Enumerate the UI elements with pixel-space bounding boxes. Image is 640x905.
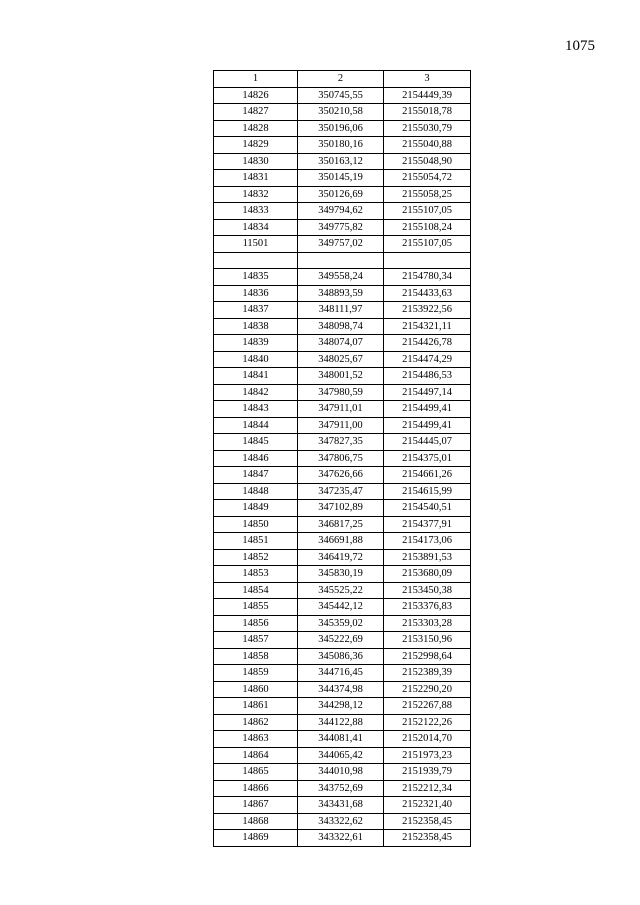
table-row: [214, 549, 471, 566]
y-coordinate-cell: 2152267,88: [384, 698, 471, 715]
point-number-cell: 14855: [214, 599, 298, 616]
point-number-cell: 14838: [214, 318, 298, 335]
x-coordinate-cell: 343322,61: [298, 830, 384, 847]
point-number-cell: 14834: [214, 219, 298, 236]
y-coordinate-cell: 2152358,45: [384, 830, 471, 847]
table-row: [214, 450, 471, 467]
table-row: [214, 632, 471, 649]
point-number-cell: 14849: [214, 500, 298, 517]
table-row: [214, 747, 471, 764]
point-number-cell: 14837: [214, 302, 298, 319]
point-number-cell: 11501: [214, 236, 298, 253]
table-row: [214, 434, 471, 451]
x-coordinate-cell: 348098,74: [298, 318, 384, 335]
column-header-1: 1: [214, 71, 298, 88]
x-coordinate-cell: 350145,19: [298, 170, 384, 187]
page-number: 1075: [565, 38, 595, 54]
point-number-cell: 14850: [214, 516, 298, 533]
point-number-cell: 14827: [214, 104, 298, 121]
x-coordinate-cell: 343431,68: [298, 797, 384, 814]
table-row: [214, 384, 471, 401]
y-coordinate-cell: 2154445,07: [384, 434, 471, 451]
point-number-cell: 14839: [214, 335, 298, 352]
coordinates-table: [213, 70, 471, 847]
point-number-cell: 14833: [214, 203, 298, 220]
table-row: [214, 87, 471, 104]
y-coordinate-cell: 2154426,78: [384, 335, 471, 352]
table-row: [214, 665, 471, 682]
table-row: [214, 252, 471, 269]
y-coordinate-cell: 2152998,64: [384, 648, 471, 665]
table-row: [214, 764, 471, 781]
x-coordinate-cell: 350196,06: [298, 120, 384, 137]
x-coordinate-cell: 348111,97: [298, 302, 384, 319]
y-coordinate-cell: 2155058,25: [384, 186, 471, 203]
table-row: [214, 219, 471, 236]
y-coordinate-cell: 2151973,23: [384, 747, 471, 764]
x-coordinate-cell: 345359,02: [298, 615, 384, 632]
point-number-cell: 14852: [214, 549, 298, 566]
x-coordinate-cell: 344010,98: [298, 764, 384, 781]
table-row: [214, 599, 471, 616]
table-row: [214, 137, 471, 154]
table-row: [214, 813, 471, 830]
table-row: [214, 467, 471, 484]
y-coordinate-cell: 2155107,05: [384, 203, 471, 220]
y-coordinate-cell: 2152290,20: [384, 681, 471, 698]
x-coordinate-cell: 348025,67: [298, 351, 384, 368]
table-row: [214, 203, 471, 220]
point-number-cell: 14868: [214, 813, 298, 830]
column-header-3: 3: [384, 71, 471, 88]
table-row: [214, 318, 471, 335]
x-coordinate-cell: 349794,62: [298, 203, 384, 220]
point-number-cell: 14829: [214, 137, 298, 154]
x-coordinate-cell: 349558,24: [298, 269, 384, 286]
point-number-cell: 14863: [214, 731, 298, 748]
point-number-cell: 14828: [214, 120, 298, 137]
y-coordinate-cell: 2154173,06: [384, 533, 471, 550]
x-coordinate-cell: 344122,88: [298, 714, 384, 731]
x-coordinate-cell: 344065,42: [298, 747, 384, 764]
y-coordinate-cell: 2153303,28: [384, 615, 471, 632]
table-row: [214, 285, 471, 302]
table-row: [214, 368, 471, 385]
x-coordinate-cell: 343752,69: [298, 780, 384, 797]
x-coordinate-cell: 345442,12: [298, 599, 384, 616]
y-coordinate-cell: 2155108,24: [384, 219, 471, 236]
y-coordinate-cell: 2154540,51: [384, 500, 471, 517]
point-number-cell: 14853: [214, 566, 298, 583]
table-row: [214, 681, 471, 698]
table-row: [214, 500, 471, 517]
point-number-cell: 14862: [214, 714, 298, 731]
table-row: [214, 104, 471, 121]
x-coordinate-cell: 346419,72: [298, 549, 384, 566]
x-coordinate-cell: 347626,66: [298, 467, 384, 484]
x-coordinate-cell: 347235,47: [298, 483, 384, 500]
y-coordinate-cell: 2154377,91: [384, 516, 471, 533]
y-coordinate-cell: 2154486,53: [384, 368, 471, 385]
point-number-cell: 14830: [214, 153, 298, 170]
x-coordinate-cell: 347911,00: [298, 417, 384, 434]
x-coordinate-cell: 348001,52: [298, 368, 384, 385]
table-row: [214, 731, 471, 748]
point-number-cell: [214, 252, 298, 269]
y-coordinate-cell: 2153376,83: [384, 599, 471, 616]
point-number-cell: 14867: [214, 797, 298, 814]
x-coordinate-cell: 343322,62: [298, 813, 384, 830]
point-number-cell: 14832: [214, 186, 298, 203]
table-row: [214, 582, 471, 599]
x-coordinate-cell: 347806,75: [298, 450, 384, 467]
y-coordinate-cell: 2152122,26: [384, 714, 471, 731]
point-number-cell: 14842: [214, 384, 298, 401]
x-coordinate-cell: 344298,12: [298, 698, 384, 715]
table-row: [214, 236, 471, 253]
y-coordinate-cell: 2154375,01: [384, 450, 471, 467]
x-coordinate-cell: 350180,16: [298, 137, 384, 154]
table-row: [214, 351, 471, 368]
point-number-cell: 14854: [214, 582, 298, 599]
table-row: [214, 648, 471, 665]
x-coordinate-cell: 347980,59: [298, 384, 384, 401]
x-coordinate-cell: 344374,98: [298, 681, 384, 698]
y-coordinate-cell: 2154433,63: [384, 285, 471, 302]
point-number-cell: 14858: [214, 648, 298, 665]
x-coordinate-cell: 344716,45: [298, 665, 384, 682]
table-row: [214, 830, 471, 847]
y-coordinate-cell: 2153922,56: [384, 302, 471, 319]
point-number-cell: 14860: [214, 681, 298, 698]
point-number-cell: 14857: [214, 632, 298, 649]
point-number-cell: 14843: [214, 401, 298, 418]
y-coordinate-cell: 2151939,79: [384, 764, 471, 781]
table-row: [214, 186, 471, 203]
table-row: [214, 302, 471, 319]
x-coordinate-cell: 345525,22: [298, 582, 384, 599]
table-row: [214, 335, 471, 352]
x-coordinate-cell: 350210,58: [298, 104, 384, 121]
y-coordinate-cell: 2152014,70: [384, 731, 471, 748]
table-row: [214, 533, 471, 550]
table-row: [214, 120, 471, 137]
y-coordinate-cell: 2155040,88: [384, 137, 471, 154]
x-coordinate-cell: 349757,02: [298, 236, 384, 253]
point-number-cell: 14866: [214, 780, 298, 797]
y-coordinate-cell: 2154321,11: [384, 318, 471, 335]
table-row: [214, 780, 471, 797]
column-header-2: 2: [298, 71, 384, 88]
point-number-cell: 14865: [214, 764, 298, 781]
y-coordinate-cell: 2153150,96: [384, 632, 471, 649]
point-number-cell: 14831: [214, 170, 298, 187]
x-coordinate-cell: 347827,35: [298, 434, 384, 451]
x-coordinate-cell: 348074,07: [298, 335, 384, 352]
point-number-cell: 14844: [214, 417, 298, 434]
x-coordinate-cell: 344081,41: [298, 731, 384, 748]
y-coordinate-cell: 2153891,53: [384, 549, 471, 566]
table-row: [214, 153, 471, 170]
point-number-cell: 14847: [214, 467, 298, 484]
x-coordinate-cell: 350163,12: [298, 153, 384, 170]
x-coordinate-cell: 345086,36: [298, 648, 384, 665]
table-row: [214, 170, 471, 187]
point-number-cell: 14845: [214, 434, 298, 451]
x-coordinate-cell: [298, 252, 384, 269]
y-coordinate-cell: 2154449,39: [384, 87, 471, 104]
point-number-cell: 14861: [214, 698, 298, 715]
point-number-cell: 14859: [214, 665, 298, 682]
x-coordinate-cell: 350745,55: [298, 87, 384, 104]
x-coordinate-cell: 347102,89: [298, 500, 384, 517]
point-number-cell: 14835: [214, 269, 298, 286]
point-number-cell: 14864: [214, 747, 298, 764]
x-coordinate-cell: 349775,82: [298, 219, 384, 236]
y-coordinate-cell: 2153450,38: [384, 582, 471, 599]
point-number-cell: 14848: [214, 483, 298, 500]
table-row: [214, 714, 471, 731]
y-coordinate-cell: 2155018,78: [384, 104, 471, 121]
y-coordinate-cell: 2152321,40: [384, 797, 471, 814]
y-coordinate-cell: 2154474,29: [384, 351, 471, 368]
y-coordinate-cell: 2152212,34: [384, 780, 471, 797]
y-coordinate-cell: 2155048,90: [384, 153, 471, 170]
table-row: [214, 401, 471, 418]
point-number-cell: 14846: [214, 450, 298, 467]
point-number-cell: 14856: [214, 615, 298, 632]
x-coordinate-cell: 345830,19: [298, 566, 384, 583]
table-row: [214, 417, 471, 434]
point-number-cell: 14826: [214, 87, 298, 104]
y-coordinate-cell: 2154661,26: [384, 467, 471, 484]
x-coordinate-cell: 350126,69: [298, 186, 384, 203]
y-coordinate-cell: 2155107,05: [384, 236, 471, 253]
table-row: [214, 566, 471, 583]
x-coordinate-cell: 345222,69: [298, 632, 384, 649]
y-coordinate-cell: 2152358,45: [384, 813, 471, 830]
y-coordinate-cell: 2154615,99: [384, 483, 471, 500]
y-coordinate-cell: [384, 252, 471, 269]
y-coordinate-cell: 2154499,41: [384, 401, 471, 418]
y-coordinate-cell: 2155054,72: [384, 170, 471, 187]
table-row: [214, 269, 471, 286]
x-coordinate-cell: 346691,88: [298, 533, 384, 550]
point-number-cell: 14841: [214, 368, 298, 385]
y-coordinate-cell: 2153680,09: [384, 566, 471, 583]
table-row: [214, 797, 471, 814]
point-number-cell: 14869: [214, 830, 298, 847]
y-coordinate-cell: 2154497,14: [384, 384, 471, 401]
y-coordinate-cell: 2152389,39: [384, 665, 471, 682]
point-number-cell: 14851: [214, 533, 298, 550]
table-row: [214, 615, 471, 632]
x-coordinate-cell: 348893,59: [298, 285, 384, 302]
table-row: [214, 483, 471, 500]
y-coordinate-cell: 2154780,34: [384, 269, 471, 286]
table-row: [214, 516, 471, 533]
y-coordinate-cell: 2154499,41: [384, 417, 471, 434]
point-number-cell: 14836: [214, 285, 298, 302]
y-coordinate-cell: 2155030,79: [384, 120, 471, 137]
x-coordinate-cell: 346817,25: [298, 516, 384, 533]
point-number-cell: 14840: [214, 351, 298, 368]
x-coordinate-cell: 347911,01: [298, 401, 384, 418]
table-row: [214, 698, 471, 715]
table-body: [214, 87, 471, 846]
table-header-row: [214, 71, 471, 88]
